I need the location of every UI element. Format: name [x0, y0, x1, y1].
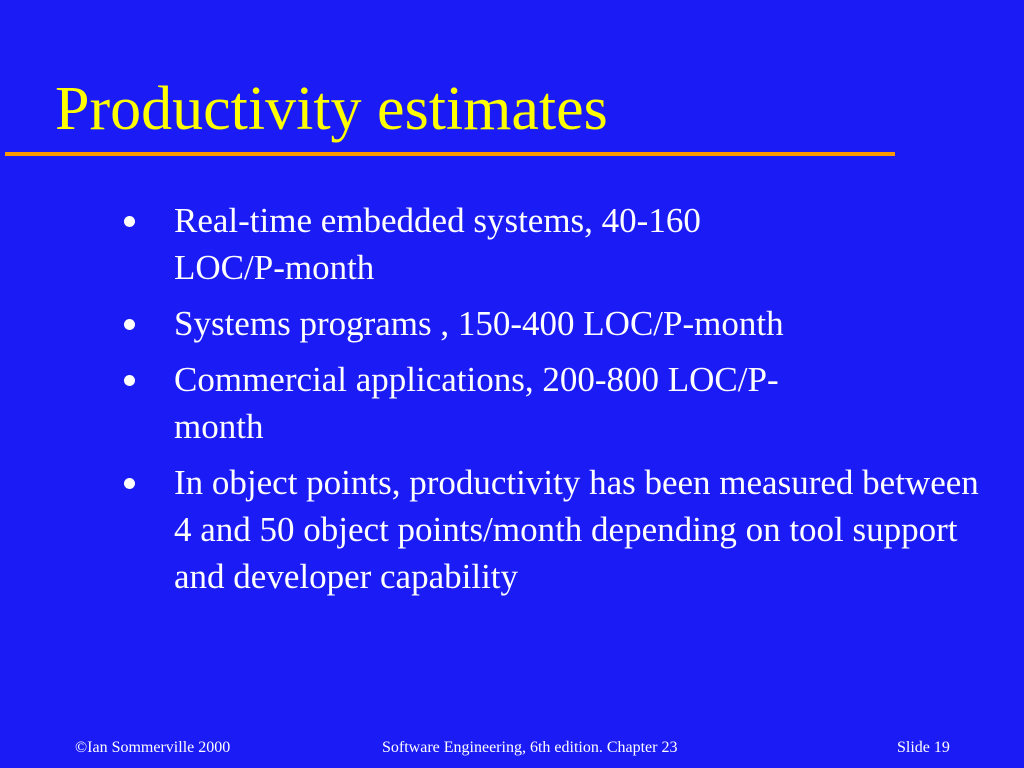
- footer-book-title: Software Engineering, 6th edition. Chapter 23: [382, 739, 678, 756]
- bullet-list: [120, 197, 1000, 609]
- bullet-dot-icon: [124, 216, 135, 227]
- bullet-text: Commercial applications, 200-800 LOC/P-month: [174, 360, 779, 446]
- bullet-item: [120, 356, 1000, 450]
- bullet-item: [120, 300, 1000, 347]
- slide-title: Productivity estimates: [55, 75, 608, 143]
- footer-copyright: ©Ian Sommerville 2000: [75, 739, 231, 756]
- bullet-dot-icon: [124, 478, 135, 489]
- bullet-item: [120, 197, 1000, 291]
- bullet-item: [120, 459, 1000, 600]
- bullet-text: Real-time embedded systems, 40-160 LOC/P-month: [174, 201, 701, 287]
- title-underline: [5, 152, 895, 156]
- bullet-text: In object points, productivity has been measured between 4 and 50 object points/month depending on tool support and developer capability: [174, 463, 979, 596]
- bullet-dot-icon: [124, 375, 135, 386]
- bullet-dot-icon: [124, 319, 135, 330]
- bullet-text: Systems programs , 150-400 LOC/P-month: [174, 304, 784, 343]
- footer-slide-number: Slide 19: [897, 739, 950, 756]
